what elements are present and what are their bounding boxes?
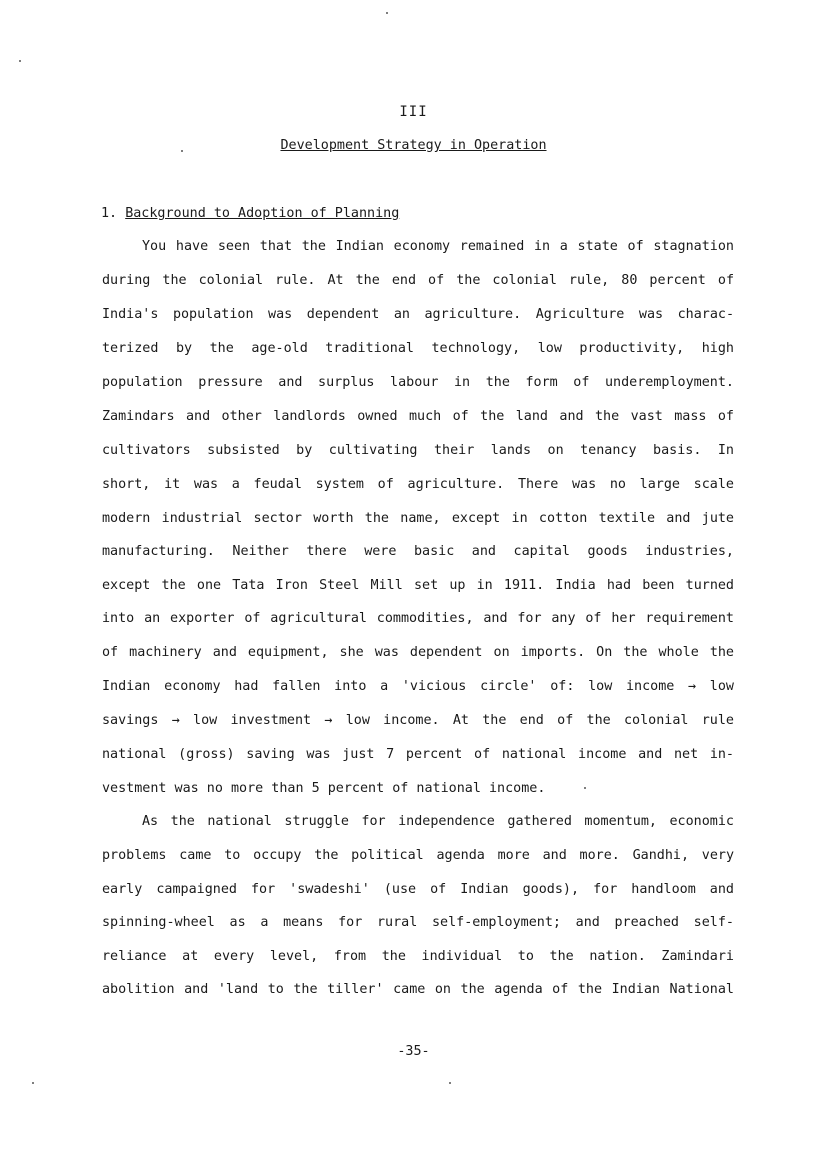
body-line: reliance at every level, from the individual to the nation. Zamindari: [102, 949, 734, 964]
body-line: vestment was no more than 5 percent of national income.: [102, 781, 546, 796]
scan-speck: [181, 150, 183, 152]
chapter-title: Development Strategy in Operation: [280, 138, 547, 153]
section-title: Background to Adoption of Planning: [125, 206, 400, 221]
chapter-number: III: [399, 104, 428, 120]
body-line: cultivators subsisted by cultivating their lands on tenancy basis. In: [102, 443, 734, 458]
body-line: modern industrial sector worth the name, except in cotton textile and jute: [102, 511, 734, 526]
body-line: of machinery and equipment, she was dependent on imports. On the whole the: [102, 645, 734, 660]
body-line: problems came to occupy the political agenda more and more. Gandhi, very: [102, 848, 734, 863]
body-line: population pressure and surplus labour in the form of underemployment.: [102, 375, 734, 390]
body-line: spinning-wheel as a means for rural self-employment; and preached self-: [102, 915, 734, 930]
body-line: short, it was a feudal system of agriculture. There was no large scale: [102, 477, 734, 492]
body-line: into an exporter of agricultural commodities, and for any of her requirement: [102, 611, 734, 626]
section-heading: [101, 206, 399, 221]
scan-speck: [386, 12, 388, 14]
body-line: terized by the age-old traditional technology, low productivity, high: [102, 341, 734, 356]
scan-speck: [449, 1082, 451, 1084]
body-line: Indian economy had fallen into a 'vicious circle' of: low income → low: [102, 679, 734, 694]
body-line: early campaigned for 'swadeshi' (use of Indian goods), for handloom and: [102, 882, 734, 897]
body-line: national (gross) saving was just 7 percent of national income and net in-: [102, 747, 734, 762]
body-line: India's population was dependent an agriculture. Agriculture was charac-: [102, 307, 734, 322]
body-line: As the national struggle for independence gathered momentum, economic: [142, 814, 734, 829]
body-line: except the one Tata Iron Steel Mill set up in 1911. India had been turned: [102, 578, 734, 593]
body-line: manufacturing. Neither there were basic and capital goods industries,: [102, 544, 734, 559]
page-number: -35-: [397, 1044, 430, 1059]
body-line: abolition and 'land to the tiller' came on the agenda of the Indian National: [102, 982, 734, 997]
body-line: Zamindars and other landlords owned much of the land and the vast mass of: [102, 409, 734, 424]
body-line: savings → low investment → low income. At the end of the colonial rule: [102, 713, 734, 728]
section-number: 1.: [101, 206, 118, 221]
body-line: You have seen that the Indian economy remained in a state of stagnation: [142, 239, 734, 254]
scan-speck: [32, 1082, 34, 1084]
body-line: during the colonial rule. At the end of the colonial rule, 80 percent of: [102, 273, 734, 288]
scan-speck: [584, 787, 586, 789]
scan-speck: [19, 60, 21, 62]
